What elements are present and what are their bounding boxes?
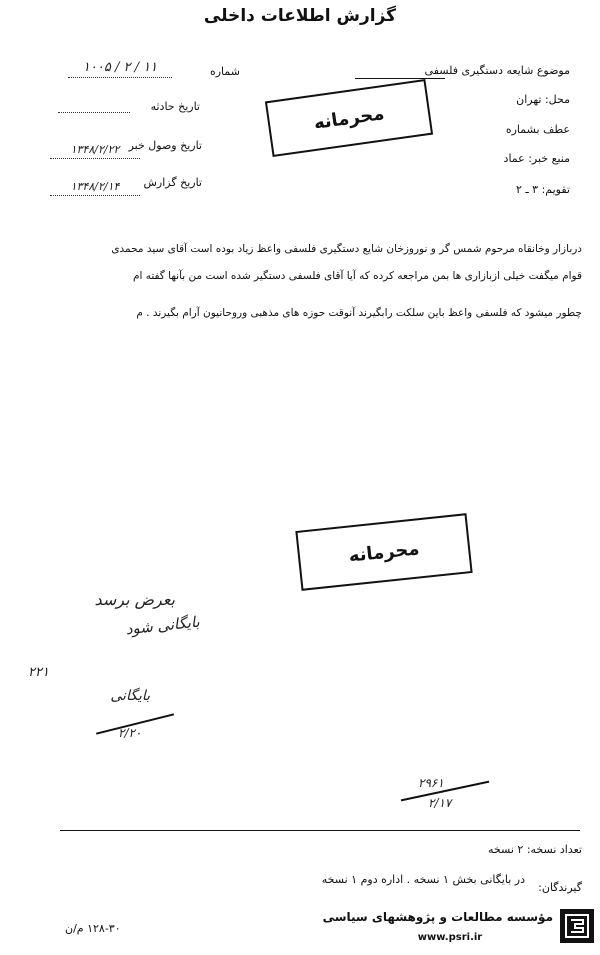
evaluation-field: تقویم: ۳ ـ ۲ xyxy=(516,183,570,196)
handwritten-date-1: ۲/۲۰ xyxy=(118,726,142,740)
source-field: منبع خبر: عماد xyxy=(503,152,570,165)
handwritten-note-4: بایگانی xyxy=(110,688,150,704)
report-date-value: ۱۳۴۸/۲/۱۴ xyxy=(70,180,120,193)
report-date-label: تاریخ گزارش xyxy=(143,176,202,189)
confidential-stamp-top xyxy=(265,79,433,157)
reference-field: عطف بشماره xyxy=(505,123,570,136)
receipt-date-underline xyxy=(50,158,140,159)
handwritten-note-2: بایگانی شود xyxy=(124,612,201,639)
handwritten-note-1: بعرض برسد xyxy=(94,590,175,609)
number-label: شماره xyxy=(209,65,240,78)
number-value: ۱۰۰۵ / ۲ / ۱۱ xyxy=(82,60,158,75)
handwritten-date-2: ۲۹۶۱ xyxy=(418,776,444,790)
handwritten-note-3: ۲۲۱ xyxy=(28,665,49,680)
body-line-3: چطور میشود که فلسفی واعظ باین سلکت رابگیرند آنوقت حوزه های مذهبی وروحانیون آرام بگیرند . م xyxy=(136,307,582,319)
subject-field: موضوع شایعه دستگیری فلسفی xyxy=(424,64,570,77)
footer-divider xyxy=(60,830,580,831)
confidential-stamp-middle xyxy=(295,513,472,591)
watermark-url: www.psri.ir xyxy=(417,932,483,943)
incident-date-underline xyxy=(58,112,130,113)
recipients-label: گیرندگان: xyxy=(538,881,582,894)
distribution-text: در بایگانی بخش ۱ نسخه . اداره دوم ۱ نسخه xyxy=(321,873,525,886)
subject-underline xyxy=(355,78,445,79)
body-line-2: قوام میگفت خیلی ازبازاری ها بمن مراجعه کرده که آیا آقای فلسفی دستگیر شده است من بآنها گفته ام xyxy=(132,270,582,282)
stamp-middle-text: محرمانه xyxy=(347,537,421,567)
watermark-org-name: مؤسسه مطالعات و پژوهشهای سیاسی xyxy=(322,910,553,924)
location-field: محل: تهران xyxy=(516,93,570,106)
watermark-logo-icon xyxy=(560,909,594,943)
receipt-date-value: ۱۳۴۸/۲/۲۲ xyxy=(70,143,120,156)
report-title: گزارش اطلاعات داخلی xyxy=(203,6,397,26)
stamp-top-text: محرمانه xyxy=(312,102,386,134)
handwritten-date-3: ۲/۱۷ xyxy=(428,796,452,810)
number-underline xyxy=(68,77,172,78)
incident-date-label: تاریخ حادثه xyxy=(150,100,200,113)
body-line-1: دربازار وخانقاه مرحوم شمس گر و نوروزخان شایع دستگیری فلسفی واعظ زیاد بوده است آقای سید محمدی xyxy=(111,243,582,255)
receipt-date-label: تاریخ وصول خبر xyxy=(128,139,202,152)
report-date-underline xyxy=(50,195,140,196)
copies-count: تعداد نسخه: ۲ نسخه xyxy=(488,843,582,856)
form-code: ۱۲۸-۳۰ م/ن xyxy=(65,922,121,935)
